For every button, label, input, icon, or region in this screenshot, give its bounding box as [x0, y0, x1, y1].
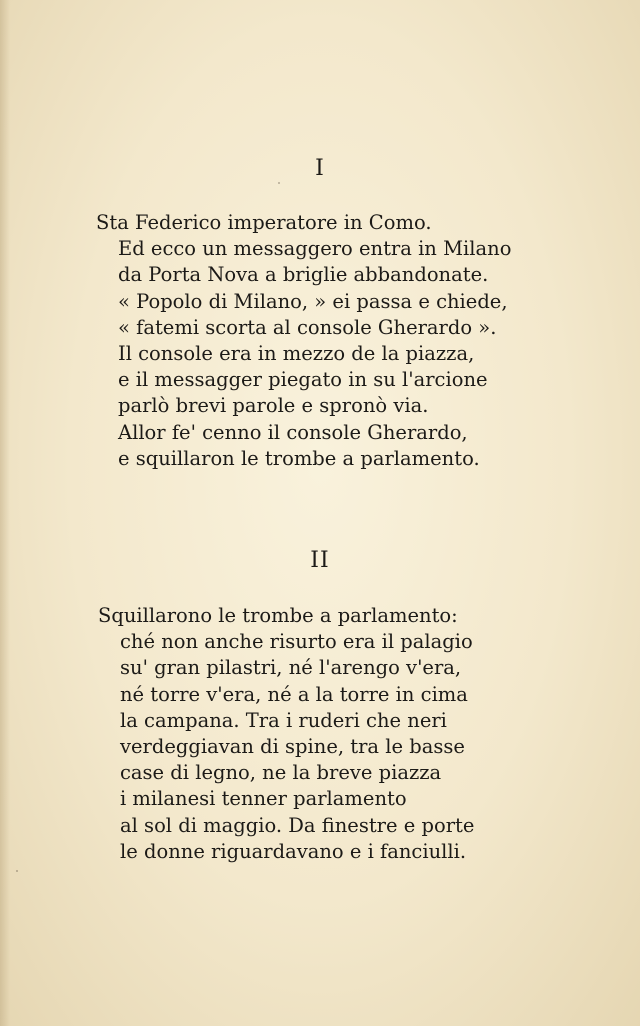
verse-line: verdeggiavan di spine, tra le basse	[120, 735, 465, 759]
verse-line: Allor fe' cenno il console Gherardo,	[118, 420, 468, 444]
verse-line: le donne riguardavano e i fanciulli.	[120, 839, 467, 863]
verse-line: Squillarono le trombe a parlamento:	[98, 604, 458, 627]
section-heading-1: I	[315, 156, 325, 181]
verse-line: al sol di maggio. Da finestre e porte	[120, 813, 475, 837]
stanza-2	[98, 603, 474, 865]
verse-line: « fatemi scorta al console Gherardo ».	[118, 315, 497, 339]
verse-line: né torre v'era, né a la torre in cima	[120, 682, 468, 706]
verse-line: Sta Federico imperatore in Como.	[96, 211, 432, 234]
verse-line: case di legno, ne la breve piazza	[120, 761, 442, 785]
page-edge-shadow	[0, 0, 10, 1026]
paper-speck	[455, 637, 458, 640]
stanza-1	[96, 210, 511, 472]
paper-speck	[16, 870, 18, 872]
verse-line: parlò brevi parole e spronò via.	[118, 394, 429, 418]
verse-line: Ed ecco un messaggero entra in Milano	[118, 237, 512, 261]
verse-line: e squillaron le trombe a parlamento.	[118, 446, 480, 470]
paper-speck	[278, 182, 280, 184]
verse-line: e il messagger piegato in su l'arcione	[118, 368, 488, 392]
verse-line: da Porta Nova a briglie abbandonate.	[118, 263, 489, 287]
verse-line: « Popolo di Milano, » ei passa e chiede,	[118, 289, 508, 313]
section-heading-2: II	[310, 548, 330, 573]
verse-line: Il console era in mezzo de la piazza,	[118, 342, 475, 366]
verse-line: su' gran pilastri, né l'arengo v'era,	[120, 656, 462, 680]
verse-line: ché non anche risurto era il palagio	[120, 630, 473, 654]
verse-line: i milanesi tenner parlamento	[120, 787, 407, 811]
verse-line: la campana. Tra i ruderi che neri	[120, 708, 447, 732]
